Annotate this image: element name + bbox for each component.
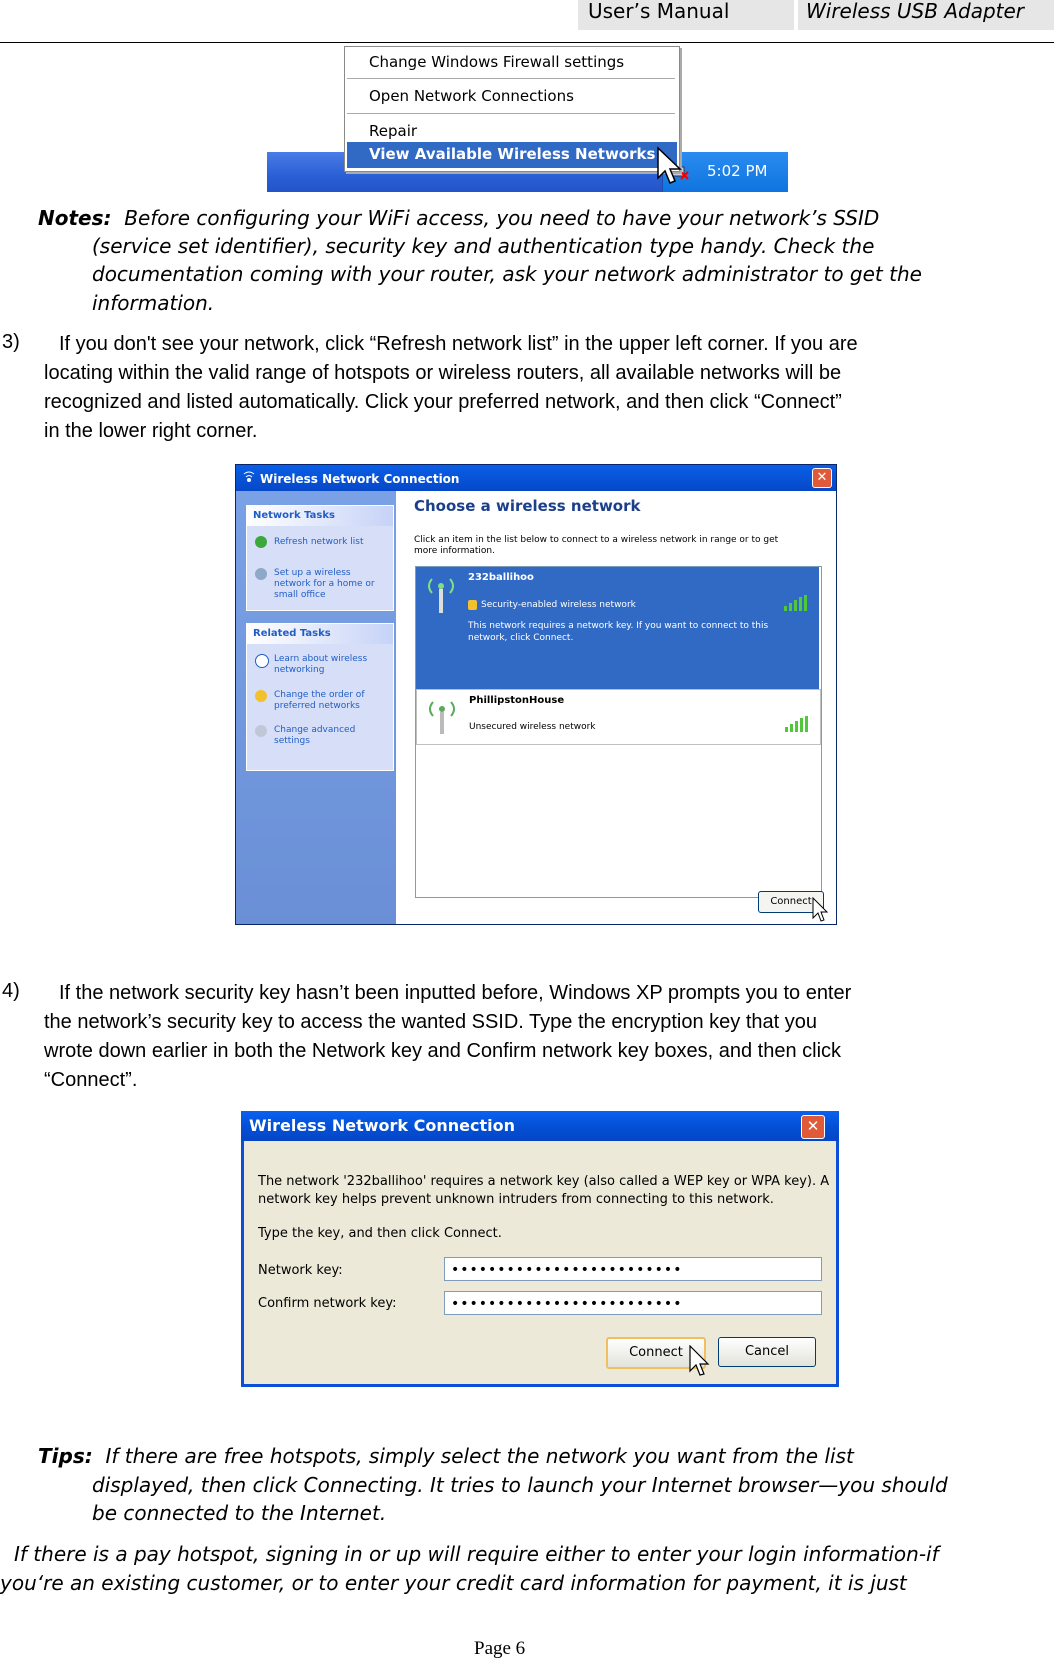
confirm-key-label: Confirm network key: (258, 1296, 397, 1311)
network-antenna-icon (425, 696, 459, 736)
notes-block (38, 204, 1022, 232)
notes-line-4: information. (92, 291, 215, 315)
network-tasks-panel (246, 505, 394, 611)
step3-line-4: in the lower right corner. (44, 420, 258, 442)
dialog-prompt: Type the key, and then click Connect. (258, 1226, 502, 1241)
tray-context-menu (344, 46, 680, 172)
related-learn-wireless[interactable]: Learn about wireless networking (274, 654, 368, 675)
page-number: Page 6 (474, 1638, 526, 1659)
network-security: Unsecured wireless network (469, 722, 596, 732)
notes-label: Notes: (38, 206, 112, 230)
menu-separator (347, 78, 675, 79)
connect-button[interactable]: Connect (758, 891, 824, 913)
step3-line-3: recognized and listed automatically. Click your preferred network, and then click “Connect” (44, 391, 842, 413)
step4-number: 4) (2, 980, 20, 1002)
network-ssid: PhillipstonHouse (469, 695, 565, 706)
tips-line-2: displayed, then click Connecting. It tries to launch your Internet browser—you should (92, 1473, 948, 1497)
window-titlebar (236, 465, 836, 491)
refresh-icon (255, 536, 267, 548)
network-tasks-header: Network Tasks (247, 506, 393, 526)
related-advanced-settings[interactable]: Change advanced settings (274, 725, 356, 746)
connect-button[interactable]: Connect (606, 1337, 706, 1369)
network-item-phillipstonhouse[interactable] (416, 689, 821, 745)
step3-line-1: If you don't see your network, click “Refresh network list” in the upper left corner. If you are (59, 333, 858, 355)
tray-clock: 5:02 PM (707, 162, 768, 180)
step4-line-3: wrote down earlier in both the Network key and Confirm network key boxes, and then click (44, 1040, 842, 1062)
dialog-title: Wireless Network Connection (249, 1116, 515, 1135)
signal-strength-icon (785, 716, 811, 732)
notes-line-2: (service set identifier), security key and authentication type handy. Check the (92, 234, 875, 258)
wireless-icon (242, 470, 256, 487)
choose-network-heading: Choose a wireless network (414, 497, 641, 515)
task-setup-network[interactable]: Set up a wireless network for a home or small office (274, 568, 375, 600)
dialog-message-2: network key helps prevent unknown intruders from connecting to this network. (258, 1192, 774, 1207)
lock-icon (468, 600, 477, 610)
settings-icon (255, 725, 267, 737)
network-key-label: Network key: (258, 1263, 343, 1278)
step4-line-4: “Connect”. (44, 1069, 138, 1091)
task-refresh-network-list[interactable]: Refresh network list (274, 537, 364, 547)
info-icon (255, 654, 269, 668)
setup-network-icon (255, 568, 267, 580)
close-icon[interactable]: ✕ (812, 468, 832, 488)
window-title: Wireless Network Connection (260, 472, 460, 486)
header-manual-label: User’s Manual (578, 0, 794, 30)
menu-item-repair[interactable]: Repair (369, 122, 418, 140)
star-icon (255, 690, 267, 702)
payhotspot-line-2: you‘re an existing customer, or to enter your credit card information for payment, it is just (0, 1571, 907, 1595)
step4-line-2: the network’s security key to access the wanted SSID. Type the encryption key that you (44, 1011, 817, 1033)
tips-label: Tips: (38, 1444, 93, 1468)
mouse-cursor-icon (656, 146, 684, 186)
menu-item-view-networks[interactable]: View Available Wireless Networks (347, 142, 677, 168)
network-key-input[interactable]: ••••••••••••••••••••••••• (444, 1257, 822, 1281)
wireless-network-window (235, 464, 837, 925)
related-tasks-header: Related Tasks (247, 624, 393, 644)
tips-line-3: be connected to the Internet. (92, 1501, 387, 1525)
mouse-cursor-icon (689, 1345, 713, 1379)
dialog-titlebar (241, 1111, 839, 1141)
related-tasks-panel (246, 623, 394, 771)
menu-item-network-connections[interactable]: Open Network Connections (369, 87, 574, 105)
network-antenna-icon (424, 573, 458, 617)
step3-line-2: locating within the valid range of hotspots or wireless routers, all available networks will be (44, 362, 842, 384)
step4-line-1: If the network security key hasn’t been inputted before, Windows XP prompts you to enter (59, 982, 852, 1004)
confirm-key-input[interactable]: ••••••••••••••••••••••••• (444, 1291, 822, 1315)
network-security: Security-enabled wireless network (481, 600, 636, 610)
notes-line-1: Before configuring your WiFi access, you need to have your network’s SSID (124, 206, 880, 230)
cancel-button[interactable]: Cancel (718, 1337, 816, 1367)
network-item-232ballihoo[interactable] (416, 567, 819, 689)
mouse-cursor-icon (812, 897, 832, 923)
tips-line-1: If there are free hotspots, simply select the network you want from the list (105, 1444, 854, 1468)
related-change-order[interactable]: Change the order of preferred networks (274, 690, 365, 711)
close-icon[interactable]: ✕ (801, 1115, 825, 1139)
notes-line-3: documentation coming with your router, ask your network administrator to get the (92, 262, 922, 286)
menu-separator (347, 113, 675, 114)
step3-number: 3) (2, 331, 20, 353)
signal-strength-icon (784, 595, 810, 611)
network-detail: This network requires a network key. If you want to connect to this network, click Connect. (468, 621, 769, 643)
tips-block (38, 1442, 1022, 1470)
payhotspot-line-1: If there is a pay hotspot, signing in or up will require either to enter your login information-if (14, 1542, 939, 1566)
choose-network-instructions: Click an item in the list below to connect to a wireless network in range or to get more information. (414, 535, 779, 556)
header-product-label: Wireless USB Adapter (798, 0, 1054, 30)
network-key-dialog (241, 1111, 839, 1387)
header-rule (0, 42, 1054, 43)
network-ssid: 232ballihoo (468, 572, 534, 583)
dialog-message-1: The network '232ballihoo' requires a network key (also called a WEP key or WPA key). A (258, 1174, 830, 1189)
menu-item-firewall[interactable]: Change Windows Firewall settings (369, 53, 625, 71)
task-pane (236, 491, 396, 924)
